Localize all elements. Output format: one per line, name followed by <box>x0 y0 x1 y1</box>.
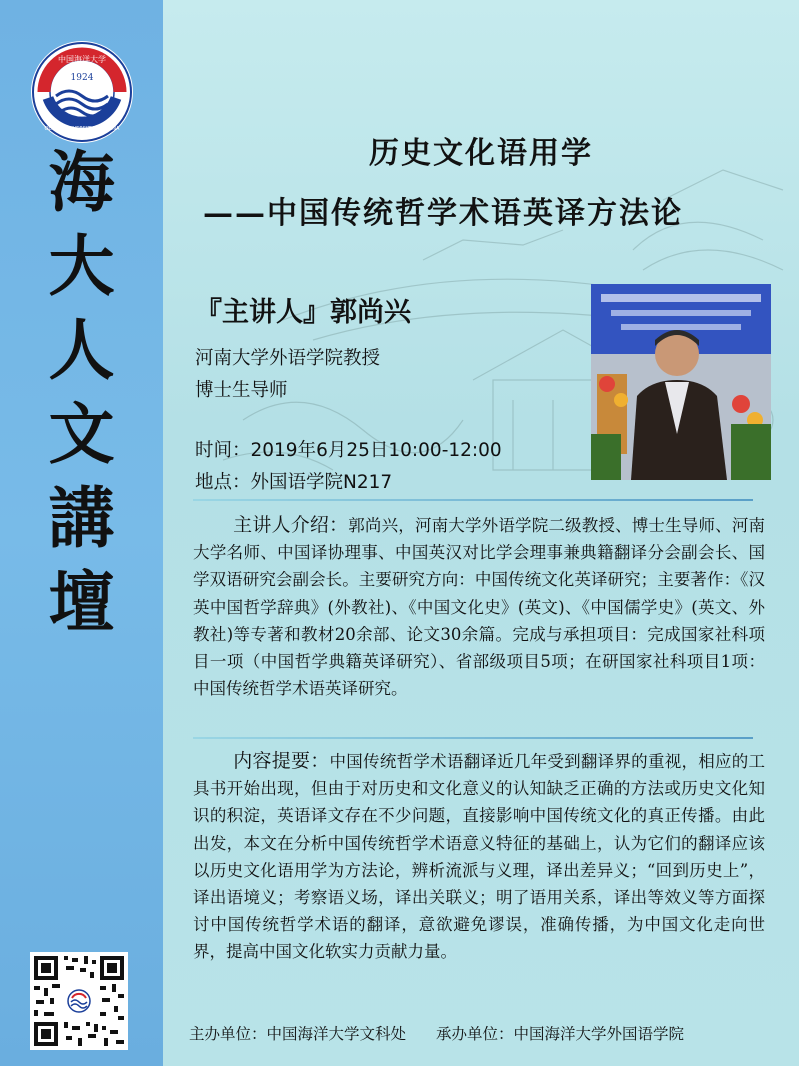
footer <box>189 1022 684 1044</box>
series-title-char: 海 <box>48 143 115 221</box>
series-title-char: 大 <box>48 227 115 305</box>
logo-ring-text: 中国海洋大学 <box>58 55 106 64</box>
event-time: 时间：2019年6月25日10:00-12:00 <box>195 440 502 461</box>
sidebar <box>0 0 163 1066</box>
main-content <box>163 0 799 1066</box>
host-unit: 主办单位：中国海洋大学文科处 <box>189 1025 407 1043</box>
divider <box>193 737 753 739</box>
speaker-title: 博士生导师 <box>195 380 288 401</box>
abstract <box>193 748 765 966</box>
logo-ring-text-en: OCEAN UNIVERSITY OF CHINA <box>44 126 120 132</box>
speaker-bio <box>193 512 765 702</box>
series-title-char: 人 <box>48 311 115 389</box>
series-title-char: 文 <box>48 395 115 473</box>
lecture-subtitle: ——中国传统哲学术语英译方法论 <box>203 196 683 231</box>
speaker-position: 河南大学外语学院教授 <box>195 348 381 369</box>
series-title <box>0 140 163 644</box>
series-title-char: 講 <box>48 479 115 557</box>
divider <box>193 499 753 501</box>
series-title-char: 壇 <box>48 563 115 641</box>
bio-text: 郭尚兴，河南大学外语学院二级教授、博士生导师、河南大学名师、中国译协理事、中国英汉对比学会理事兼典籍翻译分会副会长、国学双语研究会副会长。主要研究方向：中国传统文化英译研究；主要著作：《汉英中国哲学辞典》(外教社)、《中国文化史》(英文)、《中国儒学史》(英文、外教社)等专著和教材20余部、论文30余篇。完成与承担项目：完成国家社科项目一项（中国哲学典籍英译研究）、省部级项目5项；在研国家社科项目1项：中国传统哲学术语英译研究。 <box>193 516 765 699</box>
logo-year: 1924 <box>70 73 94 83</box>
lecture-title: 历史文化语用学 <box>369 136 593 171</box>
speaker-name: 『主讲人』郭尚兴 <box>195 297 411 328</box>
bio-heading: 主讲人介绍： <box>233 514 349 536</box>
abstract-heading: 内容提要： <box>233 750 330 772</box>
speaker-photo <box>591 284 771 480</box>
abstract-text: 中国传统哲学术语翻译近几年受到翻译界的重视，相应的工具书开始出现，但由于对历史和文化意义的认知缺乏正确的方法或历史文化知识的积淀，英语译文存在不少问题，直接影响中国传统文化的真正传播。由此出发，本文在分析中国传统哲学术语意义特征的基础上，认为它们的翻译应该以历史文化语用学为方法论，辨析流派与义理，译出差异义；“回到历史上”，译出语境义；考察语义场，译出关联义；明了语用关系，译出等效义等方面探讨中国传统哲学术语的翻译，意欲避免谬误，准确传播，为中国文化走向世界，提高中国文化软实力贡献力量。 <box>193 752 765 962</box>
event-place: 地点：外国语学院N217 <box>195 472 393 493</box>
qr-code[interactable] <box>30 952 128 1050</box>
university-logo <box>30 40 134 144</box>
organizer-unit: 承办单位：中国海洋大学外国语学院 <box>436 1025 685 1043</box>
